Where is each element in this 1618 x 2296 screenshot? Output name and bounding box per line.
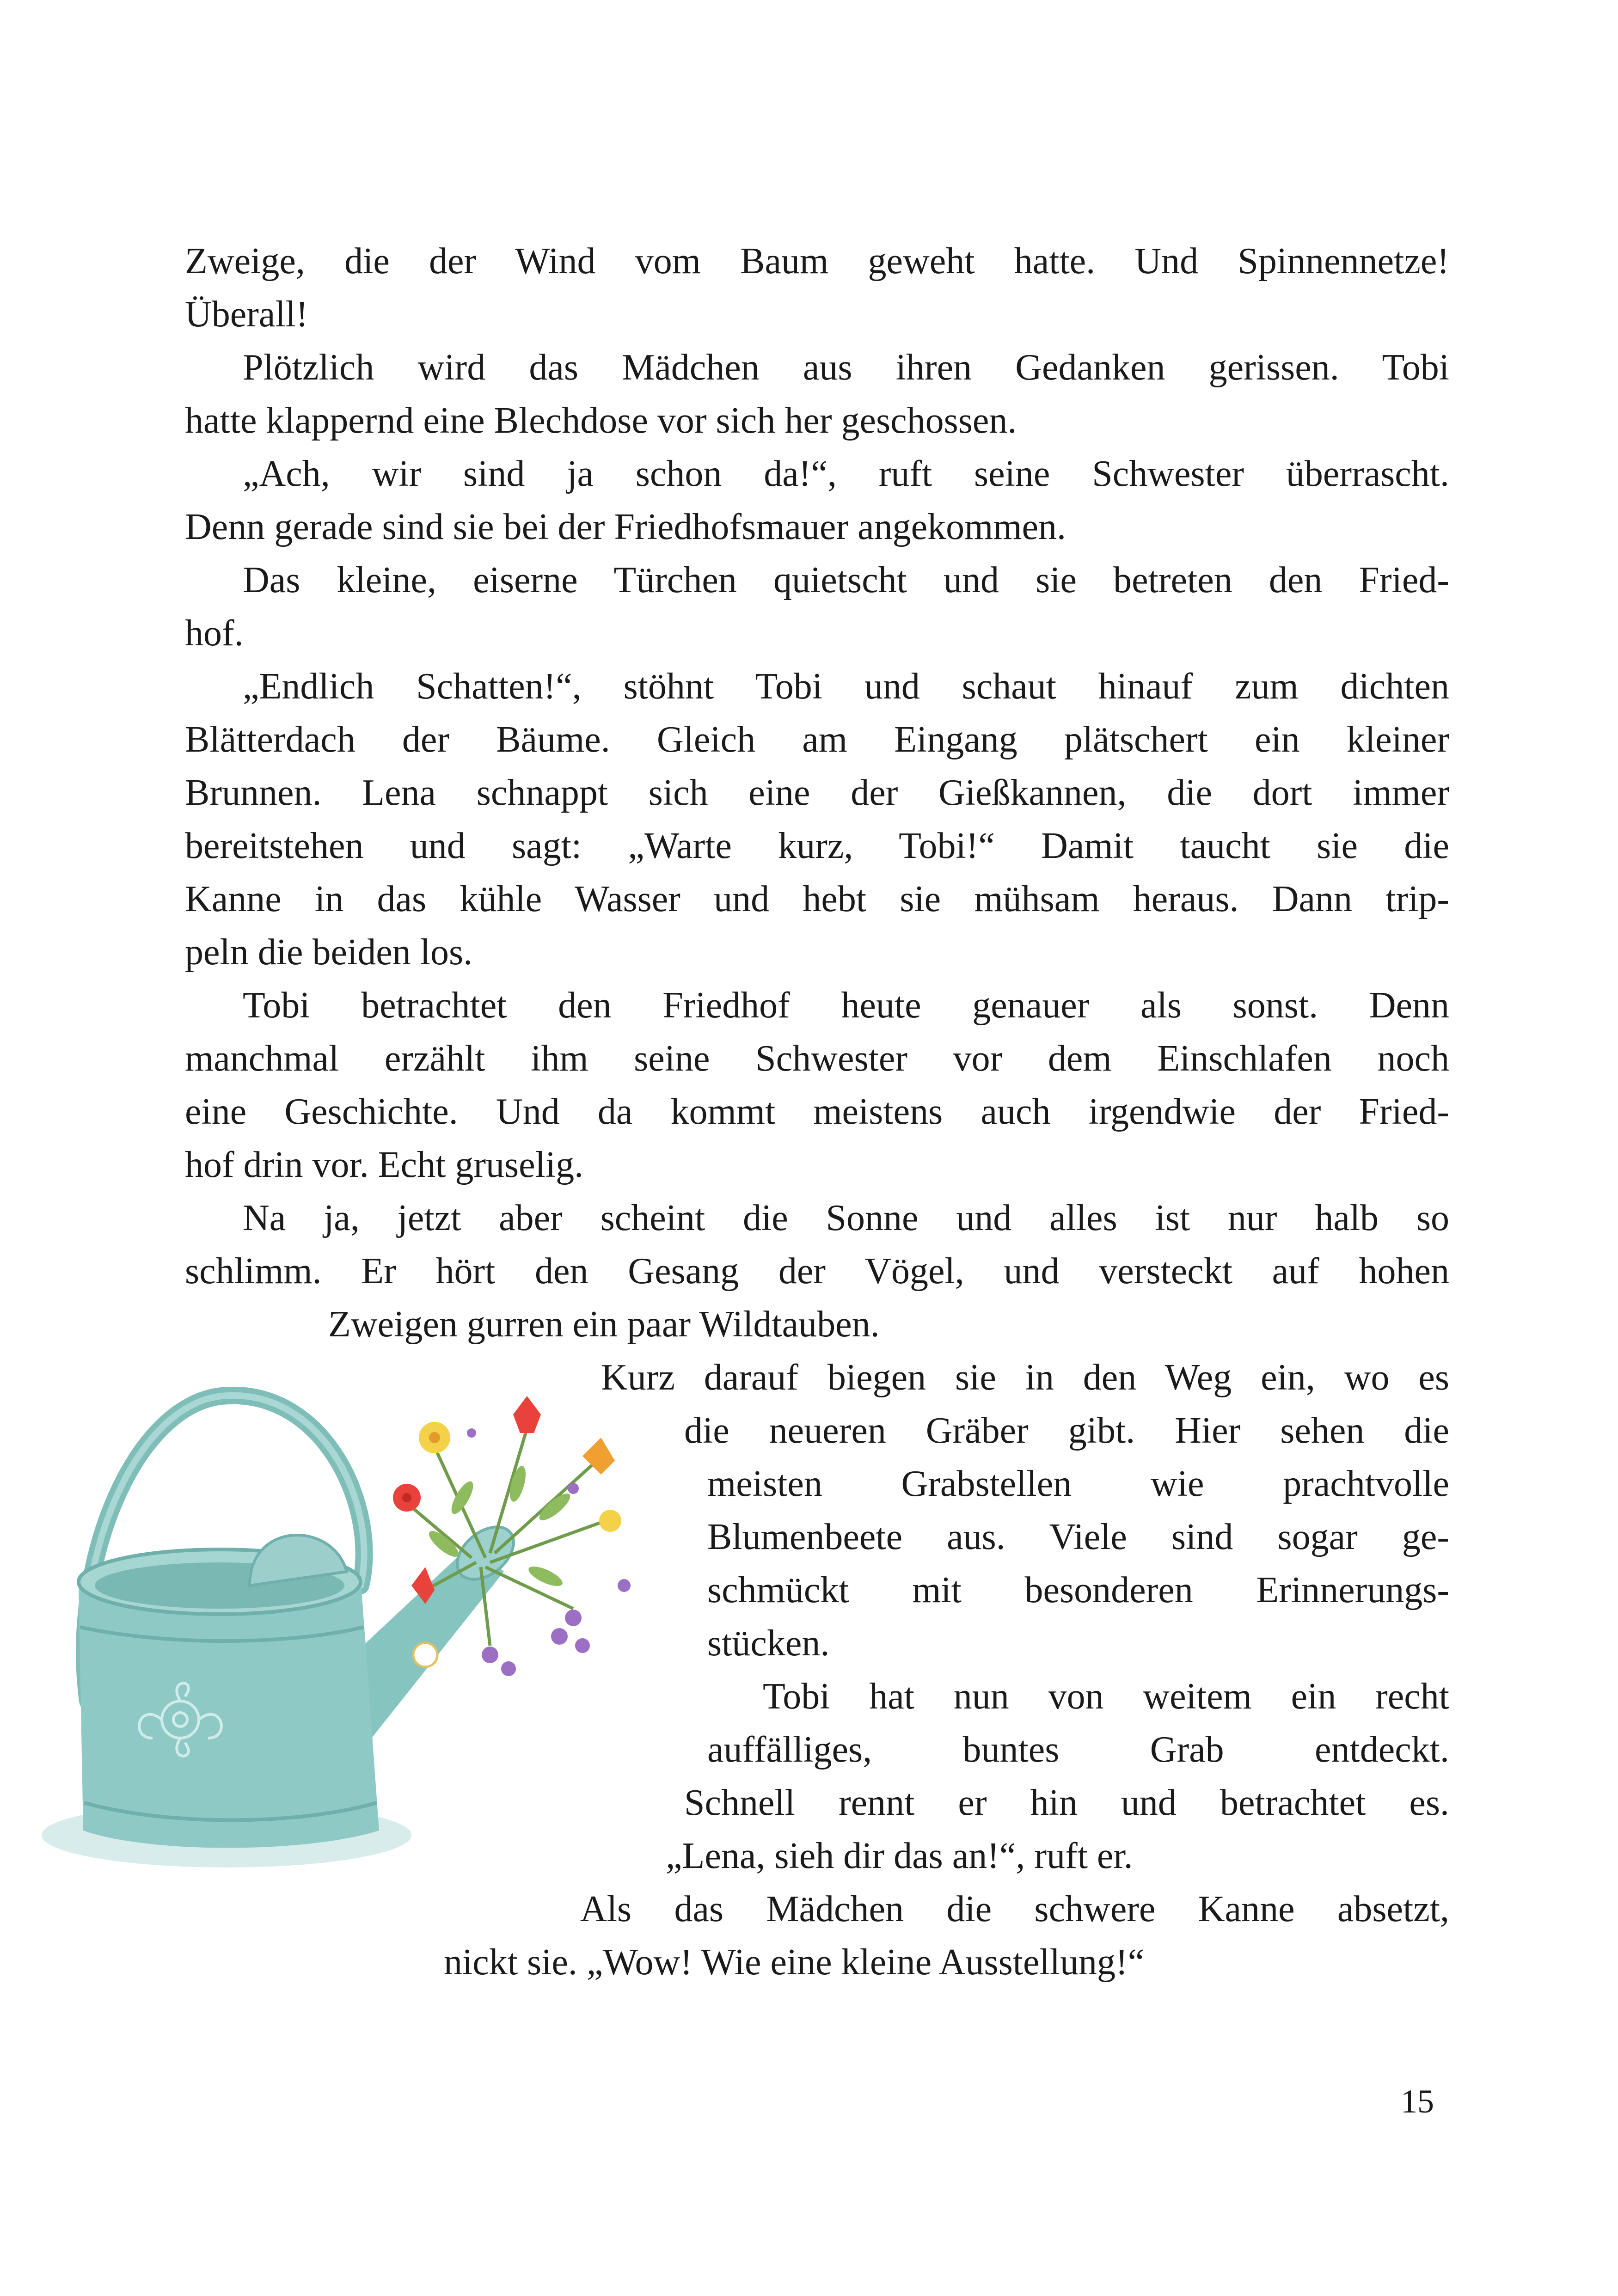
text-line: Brunnen. Lena schnappt sich eine der Gießkannen, die dort immer [185, 772, 1449, 813]
watering-can-illustration [28, 1368, 684, 1900]
text-line: schlimm. Er hört den Gesang der Vögel, und versteckt auf hohen [185, 1251, 1449, 1292]
text-line: schmückt mit besonderen Erinnerungs- [707, 1570, 1449, 1610]
text-line: „Ach, wir sind ja schon da!“, ruft seine Schwester überrascht. [243, 453, 1449, 494]
text-line: Als das Mädchen die schwere Kanne absetzt, [580, 1889, 1449, 1929]
text-line: stücken. [707, 1623, 830, 1664]
can-body [79, 1576, 379, 1848]
text-line: „Endlich Schatten!“, stöhnt Tobi und schaut hinauf zum dichten [243, 666, 1449, 707]
text-line: Plötzlich wird das Mädchen aus ihren Gedanken gerissen. Tobi [243, 347, 1449, 388]
page-number: 15 [1401, 2083, 1434, 2120]
text-line: Blumenbeete aus. Viele sind sogar ge- [707, 1517, 1449, 1557]
text-line: Na ja, jetzt aber scheint die Sonne und alles ist nur halb so [243, 1198, 1449, 1238]
text-line: Überall! [185, 294, 308, 335]
text-line: Blätterdach der Bäume. Gleich am Eingang plätschert ein kleiner [185, 719, 1449, 760]
text-line: „Lena, sieh dir das an!“, ruft er. [666, 1836, 1133, 1876]
text-line: bereitstehen und sagt: „Warte kurz, Tobi!“ Damit taucht sie die [185, 826, 1449, 866]
text-line: meisten Grabstellen wie prachtvolle [707, 1463, 1449, 1504]
text-line: die neueren Gräber gibt. Hier sehen die [684, 1410, 1449, 1451]
text-line: manchmal erzählt ihm seine Schwester vor dem Einschlafen noch [185, 1038, 1449, 1079]
text-line: nickt sie. „Wow! Wie eine kleine Ausstellung!“ [444, 1942, 1145, 1983]
text-line: eine Geschichte. Und da kommt meistens auch irgendwie der Fried- [185, 1091, 1449, 1132]
text-line: hatte klappernd eine Blechdose vor sich her geschossen. [185, 400, 1017, 441]
text-line: Schnell rennt er hin und betrachtet es. [684, 1782, 1449, 1823]
text-line: Das kleine, eiserne Türchen quietscht und sie betreten den Fried- [243, 560, 1449, 600]
text-line: Zweige, die der Wind vom Baum geweht hatte. Und Spinnennetze! [185, 241, 1449, 282]
text-line: Kurz darauf biegen sie in den Weg ein, wo es [601, 1357, 1449, 1398]
text-line: hof. [185, 613, 244, 654]
text-line: Tobi hat nun von weitem ein recht [763, 1676, 1449, 1717]
text-line: hof drin vor. Echt gruselig. [185, 1145, 584, 1185]
text-line: Tobi betrachtet den Friedhof heute genauer als sonst. Denn [243, 985, 1449, 1026]
text-line: Zweigen gurren ein paar Wildtauben. [328, 1304, 880, 1345]
text-line: auffälliges, buntes Grab entdeckt. [707, 1729, 1449, 1770]
text-line: peln die beiden los. [185, 932, 473, 973]
text-line: Kanne in das kühle Wasser und hebt sie mühsam heraus. Dann trip- [185, 879, 1449, 919]
text-line: Denn gerade sind sie bei der Friedhofsmauer angekommen. [185, 507, 1066, 547]
